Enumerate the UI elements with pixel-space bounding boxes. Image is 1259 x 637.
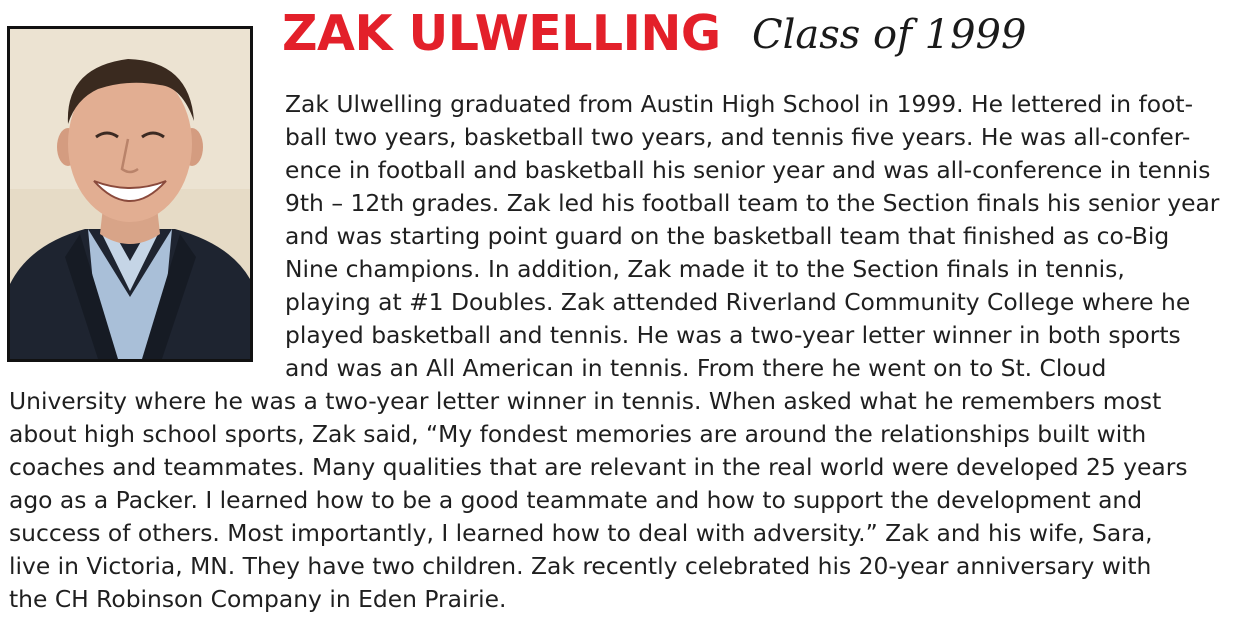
bio-line: played basketball and tennis. He was a two-year letter winner in both sports	[285, 321, 1181, 349]
class-year: Class of 1999	[752, 12, 1027, 58]
bio-line: 9th – 12th grades. Zak led his football team to the Section finals his senior year	[285, 189, 1220, 217]
portrait-illustration	[10, 29, 250, 359]
portrait-photo	[7, 26, 253, 362]
bio-line: success of others. Most importantly, I learned how to deal with adversity.” Zak and his wife, Sara,	[9, 519, 1153, 547]
bio-line: playing at #1 Doubles. Zak attended Riverland Community College where he	[285, 288, 1191, 316]
bio-line: and was an All American in tennis. From there he went on to St. Cloud	[285, 354, 1107, 382]
bio-paragraph-top	[285, 88, 1219, 385]
bio-line: about high school sports, Zak said, “My fondest memories are around the relationships built with	[9, 420, 1147, 448]
bio-line: ago as a Packer. I learned how to be a good teammate and how to support the development and	[9, 486, 1143, 514]
bio-line: Nine champions. In addition, Zak made it to the Section finals in tennis,	[285, 255, 1125, 283]
bio-line: live in Victoria, MN. They have two children. Zak recently celebrated his 20-year anniversary with	[9, 552, 1152, 580]
bio-line: ence in football and basketball his senior year and was all-conference in tennis	[285, 156, 1211, 184]
bio-line: University where he was a two-year letter winner in tennis. When asked what he remembers most	[9, 387, 1162, 415]
inductee-name: ZAK ULWELLING	[282, 5, 721, 62]
bio-line: coaches and teammates. Many qualities that are relevant in the real world were developed 25 years	[9, 453, 1188, 481]
bio-line: Zak Ulwelling graduated from Austin High School in 1999. He lettered in foot-	[285, 90, 1194, 118]
bio-paragraph-bottom	[9, 385, 1188, 616]
bio-line: the CH Robinson Company in Eden Prairie.	[9, 585, 507, 613]
bio-line: ball two years, basketball two years, and tennis five years. He was all-confer-	[285, 123, 1191, 151]
bio-line: and was starting point guard on the basketball team that finished as co-Big	[285, 222, 1170, 250]
